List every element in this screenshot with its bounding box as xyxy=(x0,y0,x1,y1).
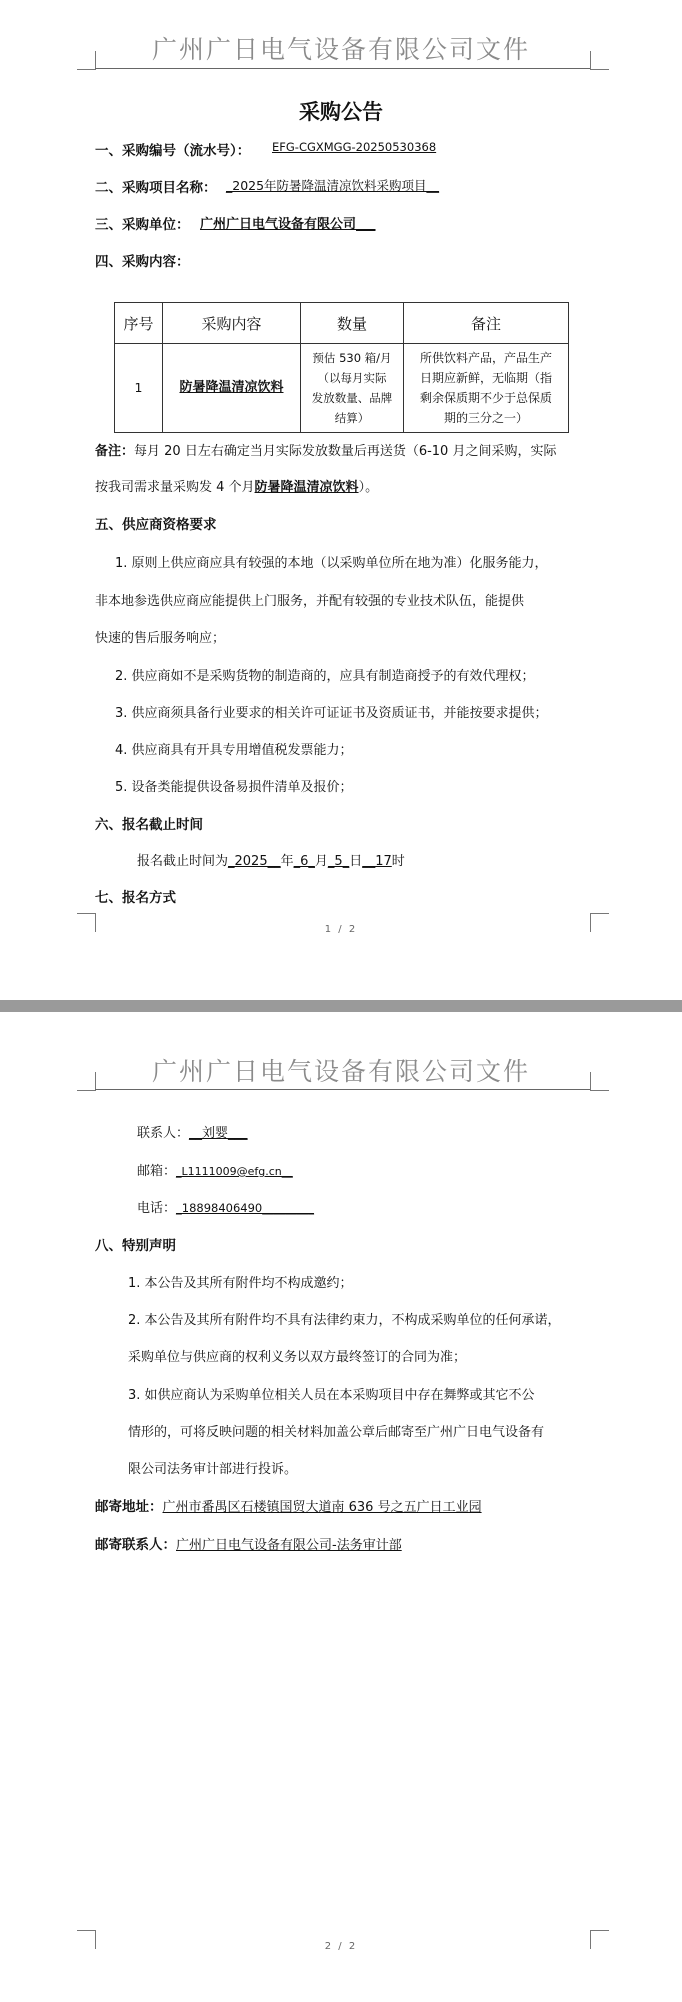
deadline-month: _6_ xyxy=(293,854,315,869)
corner-mark xyxy=(590,51,609,70)
col-header-content: 采购内容 xyxy=(163,303,301,344)
procurement-table xyxy=(114,302,569,433)
mail-contact-value: 广州广日电气设备有限公司-法务审计部 xyxy=(176,1538,402,1553)
header-divider xyxy=(95,68,590,69)
page-number: 2 / 2 xyxy=(324,1941,358,1952)
contact-label: 联系人： xyxy=(137,1126,190,1141)
phone-label: 电话： xyxy=(137,1201,177,1216)
deadline-year: _2025__ xyxy=(228,854,281,869)
statement-1: 1. 本公告及其所有附件均不构成邀约； xyxy=(128,1276,353,1291)
statement-2-line-2: 采购单位与供应商的权利义务以双方最终签订的合同为准； xyxy=(128,1350,467,1365)
remark-line-2 xyxy=(95,476,378,495)
phone-line xyxy=(137,1197,314,1216)
req-5: 5. 设备类能提供设备易损件清单及报价； xyxy=(115,780,353,795)
remark-product: 防暑降温清凉饮料 xyxy=(254,480,359,495)
remark-text: 每月 20 日左右确定当月实际发放数量后再送货（6-10 月之间采购，实际 xyxy=(134,444,557,459)
mail-address-line xyxy=(95,1495,482,1515)
cell-content: 防暑降温清凉饮料 xyxy=(163,344,301,433)
purchase-content-label: 四、采购内容： xyxy=(95,254,190,270)
remark-label: 备注： xyxy=(95,444,135,459)
col-header-no: 序号 xyxy=(115,303,163,344)
contact-line xyxy=(137,1122,248,1141)
deadline-year-unit: 年 xyxy=(280,854,294,869)
deadline-prefix: 报名截止时间为 xyxy=(137,854,229,869)
deadline-day-unit: 日 xyxy=(349,854,363,869)
purchase-number-label: 一、采购编号（流水号）： xyxy=(95,143,251,159)
cell-qty xyxy=(301,344,404,433)
remark-line-1 xyxy=(95,440,556,459)
project-name-label: 二、采购项目名称： xyxy=(95,180,217,196)
req-1-line-2: 非本地参选供应商应能提供上门服务，并配有较强的专业技术队伍，能提供 xyxy=(95,594,525,609)
corner-mark xyxy=(77,1072,96,1091)
qty-line: 预估 530 箱/月 xyxy=(312,351,392,365)
mail-address-value: 广州市番禺区石楼镇国贸大道南 636 号之五广日工业园 xyxy=(162,1500,482,1515)
qty-line: （以每月实际 xyxy=(317,371,387,385)
mail-address-label: 邮寄地址： xyxy=(95,1499,163,1515)
statement-3-line-1: 3. 如供应商认为采购单位相关人员在本采购项目中存在舞弊或其它不公 xyxy=(128,1388,535,1403)
table-header-row xyxy=(115,303,569,344)
email-value: _L1111009@efg.cn__ xyxy=(176,1165,293,1178)
purchase-number-value: EFG-CGXMGG-20250530368 xyxy=(272,140,437,154)
req-4: 4. 供应商具有开具专用增值税发票能力； xyxy=(115,743,353,758)
page-separator xyxy=(0,1000,682,1012)
req-1-line-1: 1. 原则上供应商应具有较强的本地（以采购单位所在地为准）化服务能力， xyxy=(115,556,548,571)
deadline-hour-unit: 时 xyxy=(391,854,405,869)
contact-value: __刘婴___ xyxy=(189,1126,248,1141)
registration-method-heading: 七、报名方式 xyxy=(95,890,176,906)
req-3: 3. 供应商须具备行业要求的相关许可证证书及资质证书，并能按要求提供； xyxy=(115,706,548,721)
mail-contact-label: 邮寄联系人： xyxy=(95,1537,176,1553)
document-page-1 xyxy=(0,0,682,1000)
supplier-req-heading: 五、供应商资格要求 xyxy=(95,517,217,533)
note-line: 期的三分之一） xyxy=(443,411,528,425)
table-row xyxy=(115,344,569,433)
purchaser-label: 三、采购单位： xyxy=(95,217,190,233)
corner-mark xyxy=(77,51,96,70)
email-label: 邮箱： xyxy=(137,1164,177,1179)
phone-value: _18898406490_________ xyxy=(176,1201,314,1215)
deadline-day: _5_ xyxy=(327,854,350,869)
col-header-qty: 数量 xyxy=(301,303,404,344)
header-divider xyxy=(95,1089,590,1090)
page-header: 广州广日电气设备有限公司文件 xyxy=(151,35,530,64)
special-statement-heading: 八、特别声明 xyxy=(95,1238,176,1254)
page-number: 1 / 2 xyxy=(324,924,358,935)
note-line: 剩余保质期不少于总保质 xyxy=(419,391,552,405)
cell-no: 1 xyxy=(115,344,163,433)
statement-3-line-3: 限公司法务审计部进行投诉。 xyxy=(128,1462,298,1477)
deadline-line xyxy=(137,850,405,869)
deadline-hour: __17 xyxy=(362,854,392,869)
statement-3-line-2: 情形的，可将反映问题的相关材料加盖公章后邮寄至广州广日电气设备有 xyxy=(128,1425,545,1440)
qty-line: 发放数量、品牌 xyxy=(311,391,393,405)
statement-2-line-1: 2. 本公告及其所有附件均不具有法律约束力，不构成采购单位的任何承诺， xyxy=(128,1313,561,1328)
col-header-note: 备注 xyxy=(404,303,569,344)
req-1-line-3: 快速的售后服务响应； xyxy=(95,631,226,646)
document-page-2 xyxy=(0,1012,682,2002)
qty-line: 结算） xyxy=(334,411,370,425)
email-line xyxy=(137,1160,293,1179)
remark-text: ）。 xyxy=(358,480,379,495)
note-line: 所供饮料产品，产品生产 xyxy=(419,351,552,365)
deadline-heading: 六、报名截止时间 xyxy=(95,817,203,833)
req-2: 2. 供应商如不是采购货物的制造商的，应具有制造商授予的有效代理权； xyxy=(115,669,535,684)
cell-note xyxy=(404,344,569,433)
document-title: 采购公告 xyxy=(299,100,383,124)
remark-text: 按我司需求量采购发 4 个月 xyxy=(95,480,255,495)
corner-mark xyxy=(590,1072,609,1091)
project-name-value: _2025年防暑降温清凉饮料采购项目__ xyxy=(226,178,440,193)
note-line: 日期应新鲜，无临期（指 xyxy=(419,371,552,385)
mail-contact-line xyxy=(95,1533,402,1553)
purchaser-value: 广州广日电气设备有限公司___ xyxy=(200,217,376,232)
page-header: 广州广日电气设备有限公司文件 xyxy=(151,1057,530,1086)
deadline-month-unit: 月 xyxy=(314,854,328,869)
